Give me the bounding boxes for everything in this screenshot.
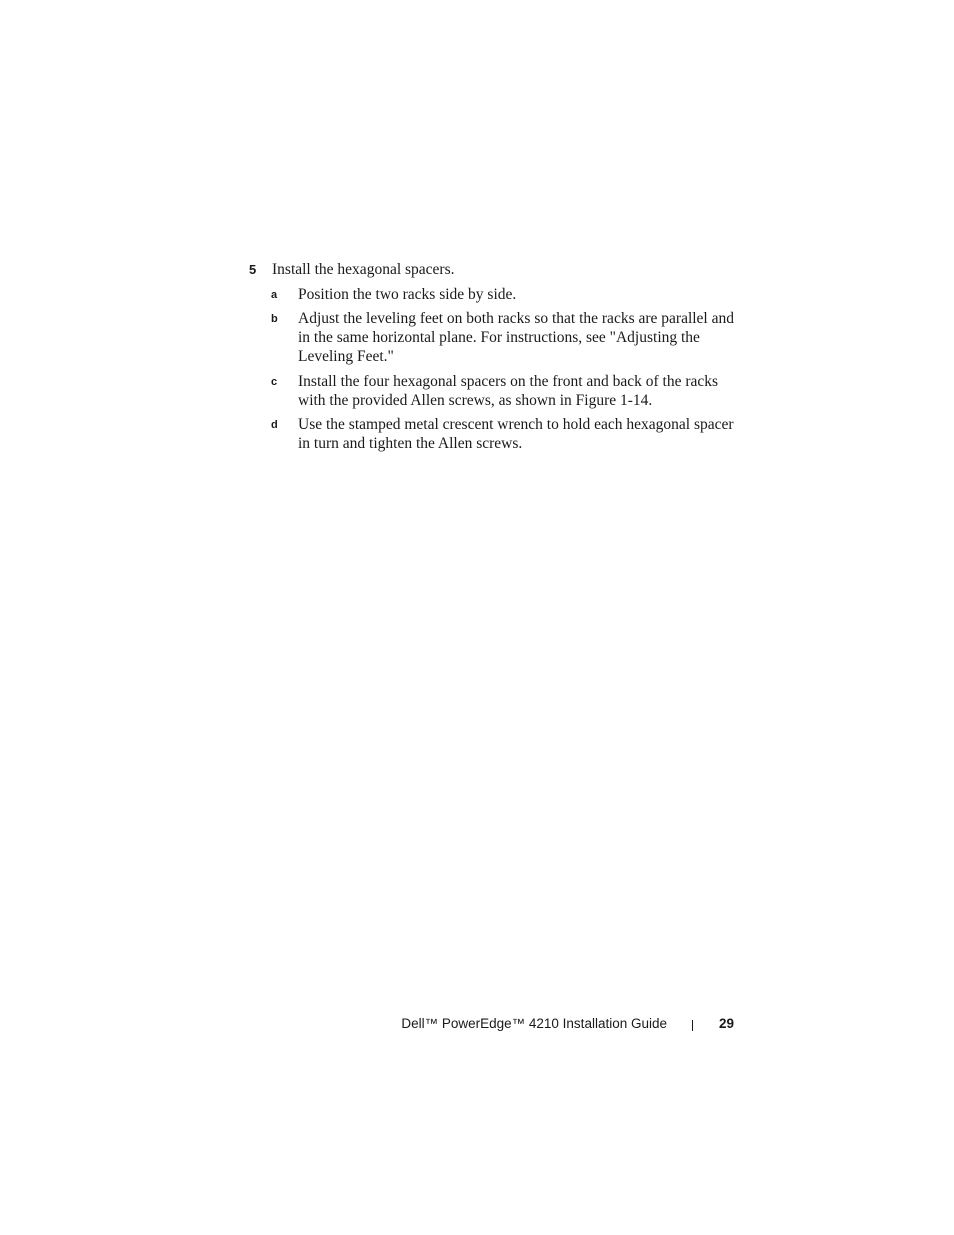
- substep-text: [298, 415, 738, 453]
- footer-guide-title: Dell™ PowerEdge™ 4210 Installation Guide: [401, 1016, 667, 1031]
- substep-line: Install the four hexagonal spacers on the front and back of the racks: [298, 373, 719, 390]
- substep-line: Position the two racks side by side.: [298, 286, 517, 303]
- substep-letter: b: [271, 313, 278, 325]
- substep-text: [298, 285, 738, 304]
- footer-separator: [692, 1020, 693, 1031]
- substep-letter: a: [271, 289, 278, 301]
- substep-line: Adjust the leveling feet on both racks so that the racks are parallel and: [298, 310, 734, 327]
- substep-text: [298, 372, 738, 410]
- substep-line: in turn and tighten the Allen screws.: [298, 435, 523, 452]
- page-footer: [0, 1015, 954, 1035]
- substep-line: Leveling Feet.": [298, 348, 394, 365]
- page-number: 29: [719, 1016, 735, 1031]
- substep-text: [298, 309, 738, 366]
- step-text: Install the hexagonal spacers.: [272, 261, 455, 278]
- substep-line: with the provided Allen screws, as shown in Figure 1-14.: [298, 392, 653, 409]
- substep-letter: c: [271, 376, 278, 388]
- substep-line: in the same horizontal plane. For instructions, see "Adjusting the: [298, 329, 700, 346]
- step-number: 5: [249, 262, 257, 277]
- substep-letter: d: [271, 419, 278, 431]
- substep-line: Use the stamped metal crescent wrench to hold each hexagonal spacer: [298, 416, 734, 433]
